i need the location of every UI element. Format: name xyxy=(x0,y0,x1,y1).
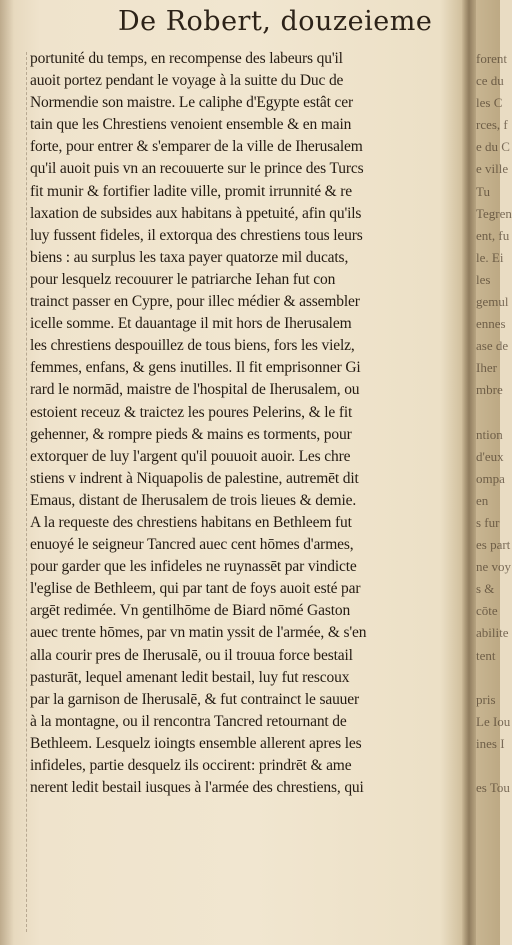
facing-page-line: Le Iou xyxy=(476,713,511,729)
body-text xyxy=(30,48,475,799)
facing-page-line: mbre xyxy=(476,382,503,398)
facing-page-line: ines I xyxy=(476,735,505,751)
facing-page-line: ompa xyxy=(476,470,505,486)
text-line: pour garder que les infideles ne ruynassēt par vindicte xyxy=(30,558,357,576)
text-line: qu'il auoit puis vn an recouuerte sur le prince des Turcs xyxy=(30,160,364,178)
facing-page-line: e ville xyxy=(476,161,509,177)
facing-page-line: es part xyxy=(476,537,511,553)
text-line: Normendie son maistre. Le caliphe d'Egypte estât cer xyxy=(30,94,353,112)
text-line: Emaus, distant de Iherusalem de trois lieues & demie. xyxy=(30,491,357,509)
facing-page-line: tent xyxy=(476,647,496,663)
text-line: extorquer de luy l'argent qu'il pouuoit auoir. Les chre xyxy=(30,447,351,465)
text-line: A la requeste des chrestiens habitans en Bethleem fut xyxy=(30,513,352,531)
facing-page-line: s fur xyxy=(476,514,500,530)
facing-page-line: forent xyxy=(476,51,508,66)
facing-page-fragment xyxy=(476,48,512,799)
facing-page-line xyxy=(476,402,500,424)
facing-page-line: Tegren xyxy=(476,205,512,221)
text-line: Bethleem. Lesquelz ioingts ensemble allerent apres les xyxy=(30,734,362,752)
text-line: nerent ledit bestail iusques à l'armée des chrestiens, qui xyxy=(30,779,364,797)
facing-page-line: es Tou xyxy=(476,780,510,796)
text-line: pasturāt, lequel amenant ledit bestail, luy fut rescoux xyxy=(30,668,350,686)
facing-page-line: s & xyxy=(476,581,495,597)
facing-page-line: abilite xyxy=(476,625,509,641)
text-line: par la garnison de Iherusalē, & fut contrainct le sauuer xyxy=(30,690,360,708)
facing-page-line: en xyxy=(476,492,489,508)
text-line: à la montagne, ou il rencontra Tancred retournant de xyxy=(30,712,347,730)
text-line: auoit portez pendant le voyage à la suitte du Duc de xyxy=(30,72,344,90)
text-line: l'eglise de Bethleem, qui par tant de foys auoit esté par xyxy=(30,580,361,598)
book-gutter xyxy=(462,0,476,945)
facing-page-line xyxy=(476,667,500,689)
text-line: forte, pour entrer & s'emparer de la ville de Iherusalem xyxy=(30,138,363,156)
facing-page-line: Iher xyxy=(476,360,497,376)
facing-page-line: gemul xyxy=(476,294,509,310)
text-line: portunité du temps, en recompense des labeurs qu'il xyxy=(30,50,343,67)
text-line: luy fussent fideles, il extorqua des chrestiens tous leurs xyxy=(30,226,363,244)
text-line: stiens v indrent à Niquapolis de palestine, autremēt dit xyxy=(30,469,359,487)
running-head: De Robert, douzeieme xyxy=(118,6,433,37)
page-edge-shadow xyxy=(0,0,14,945)
margin-rule xyxy=(26,52,28,932)
text-line: auec trente hōmes, par vn matin yssit de l'armée, & s'en xyxy=(30,624,367,642)
facing-page-line: les xyxy=(476,271,491,287)
facing-page-line: ase de xyxy=(476,338,509,354)
facing-page-line: ne voy xyxy=(476,559,512,575)
facing-page-line: e du C xyxy=(476,139,510,155)
facing-page-line: cōte xyxy=(476,603,498,619)
text-line: tain que les Chrestiens venoient ensemble & en main xyxy=(30,116,352,134)
facing-page-line: Tu xyxy=(476,183,490,199)
text-line: alla courir pres de Iherusalē, ou il trouua force bestail xyxy=(30,646,353,664)
facing-page-line: pris xyxy=(476,691,496,707)
facing-page-line: ennes xyxy=(476,316,506,332)
text-line: estoient receuz & traictez les poures Pelerins, & le fit xyxy=(30,403,353,421)
text-line: rard le normād, maistre de l'hospital de Iherusalem, ou xyxy=(30,381,360,399)
text-line: les chrestiens despouillez de tous biens, fors les vielz, xyxy=(30,337,355,355)
facing-page-line: ent, fu xyxy=(476,227,510,243)
facing-page-line: rces, f xyxy=(476,117,508,133)
text-line: femmes, enfans, & gens inutilles. Il fit emprisonner Gi xyxy=(30,359,361,377)
text-line: icelle somme. Et dauantage il mit hors de Iherusalem xyxy=(30,315,352,333)
text-line: infideles, partie desquelz ils occirent: prindrēt & ame xyxy=(30,757,352,774)
text-line: biens : au surplus les taxa payer quatorze mil ducats, xyxy=(30,248,349,266)
facing-page-line: d'eux xyxy=(476,448,504,464)
text-line: argēt redimée. Vn gentilhōme de Biard nōmé Gaston xyxy=(30,602,351,620)
text-line: enuoyé le seigneur Tancred auec cent hōmes d'armes, xyxy=(30,536,354,554)
facing-page-line: ntion xyxy=(476,426,503,442)
facing-page-line xyxy=(476,755,500,777)
text-line: gehenner, & rompre pieds & mains es torments, pour xyxy=(30,425,352,443)
facing-page-line: le. Ei xyxy=(476,249,504,265)
text-line: pour lesquelz recouurer le patriarche Iehan fut con xyxy=(30,270,336,288)
text-line: trainct passer en Cypre, pour illec médier & assembler xyxy=(30,293,360,311)
text-line: laxation de subsides aux habitans à ppetuité, afin qu'ils xyxy=(30,204,362,222)
facing-page-line: les C xyxy=(476,95,503,111)
facing-page-line: ce du xyxy=(476,73,504,89)
text-line: fit munir & fortifier ladite ville, promit irrunnité & re xyxy=(30,182,353,200)
